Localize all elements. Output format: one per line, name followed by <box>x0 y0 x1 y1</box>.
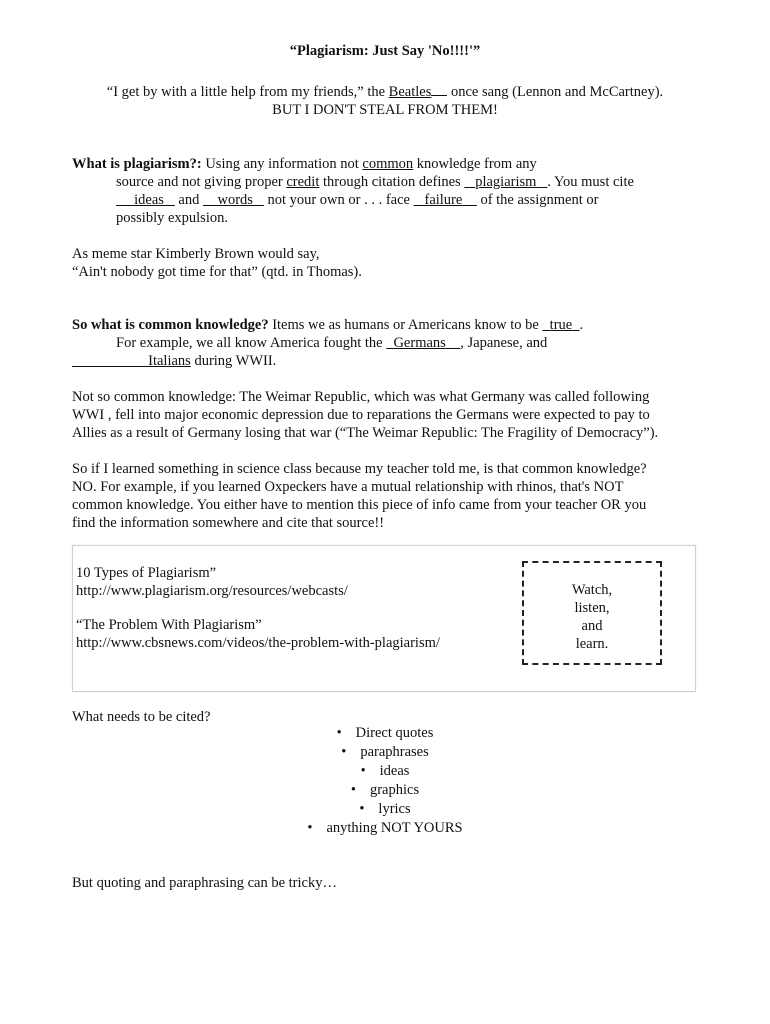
list-item-text: lyrics <box>378 801 411 817</box>
common-line-1 <box>72 316 583 334</box>
quote-text-end: once sang (Lennon and McCartney). <box>447 84 664 100</box>
text: Items we as humans or Americans know to be <box>268 317 543 333</box>
blank-failure <box>414 192 477 208</box>
weimar-line-1: Not so common knowledge: The Weimar Republic, which was what Germany was called following <box>72 389 650 405</box>
weimar-line-2: WWI , fell into major economic depression due to reparations the Germans were expected to pay to <box>72 407 650 423</box>
text: . <box>579 317 584 333</box>
callout-line: listen, <box>574 600 610 616</box>
text: and <box>174 192 203 208</box>
blank-plagiarism <box>464 174 547 190</box>
text: through citation defines <box>319 174 465 190</box>
list-item-text: Direct quotes <box>355 725 434 741</box>
bullet-icon: • <box>336 725 342 741</box>
list-item <box>0 819 770 838</box>
list-item-text: graphics <box>369 782 420 798</box>
blank-common: common <box>362 156 414 172</box>
page-title: “Plagiarism: Just Say 'No!!!!'” <box>289 43 481 59</box>
beatles-quote-line <box>0 83 770 101</box>
bullet-icon: • <box>341 744 347 760</box>
quote-band-blank: Beatles <box>388 84 432 100</box>
science-line-1: So if I learned something in science class because my teacher told me, is that common knowledge? <box>72 461 647 477</box>
text: knowledge from any <box>413 156 537 172</box>
blank-credit: credit <box>286 174 320 190</box>
blank-value: plagiarism <box>475 174 537 190</box>
blank-ideas <box>116 192 175 208</box>
text: . You must cite <box>547 174 634 190</box>
definition-line-2 <box>116 173 634 191</box>
list-item-text: ideas <box>379 763 410 779</box>
footer-text: But quoting and paraphrasing can be tricky… <box>72 875 337 891</box>
text: during WWII. <box>190 353 277 369</box>
blank-true <box>542 317 579 333</box>
text: not your own or . . . face <box>263 192 414 208</box>
text: of the assignment or <box>476 192 599 208</box>
blank-value: Germans <box>393 335 446 351</box>
blank-words <box>203 192 264 208</box>
definition-heading: What is plagiarism?: <box>72 156 202 172</box>
bullet-icon: • <box>350 782 356 798</box>
common-line-2 <box>116 334 547 352</box>
list-item-text: anything NOT YOURS <box>326 820 463 836</box>
text: For example, we all know America fought the <box>116 335 387 351</box>
list-item <box>0 743 770 762</box>
resource-1-url[interactable]: http://www.plagiarism.org/resources/webcasts/ <box>76 583 348 599</box>
resource-2-url[interactable]: http://www.cbsnews.com/videos/the-problem-with-plagiarism/ <box>76 635 440 651</box>
blank-value: ideas <box>134 192 164 208</box>
common-line-3 <box>72 352 276 370</box>
callout-line: learn. <box>575 636 609 652</box>
blank-italians <box>72 353 191 369</box>
weimar-line-3: Allies as a result of Germany losing that war (“The Weimar Republic: The Fragility of Democracy”). <box>72 425 659 441</box>
blank-germans <box>386 335 460 351</box>
resource-1-title: 10 Types of Plagiarism” <box>76 565 217 581</box>
list-item <box>0 800 770 819</box>
bullet-icon: • <box>359 801 365 817</box>
resource-2-title: “The Problem With Plagiarism” <box>76 617 262 633</box>
list-item-text: paraphrases <box>360 744 429 760</box>
text: Using any information not <box>201 156 363 172</box>
blank-underline <box>431 83 447 96</box>
list-item <box>0 724 770 743</box>
meme-line-1: As meme star Kimberly Brown would say, <box>72 246 320 262</box>
science-line-3: common knowledge. You either have to mention this piece of info came from your teacher OR you <box>72 497 647 513</box>
bullet-icon: • <box>360 763 366 779</box>
definition-line-4: possibly expulsion. <box>116 210 228 226</box>
quote-emphasis: BUT I DON'T STEAL FROM THEM! <box>272 102 498 118</box>
meme-line-2: “Ain't nobody got time for that” (qtd. in Thomas). <box>72 264 362 280</box>
blank-value: failure <box>424 192 463 208</box>
callout-line: Watch, <box>571 582 613 598</box>
text: source and not giving proper <box>116 174 287 190</box>
blank-value: true <box>549 317 573 333</box>
list-item <box>0 762 770 781</box>
text: , Japanese, and <box>460 335 548 351</box>
bullet-icon: • <box>307 820 313 836</box>
science-line-2: NO. For example, if you learned Oxpeckers have a mutual relationship with rhinos, that's NOT <box>72 479 624 495</box>
list-item <box>0 781 770 800</box>
blank-value: words <box>217 192 253 208</box>
blank-value: Italians <box>148 353 191 369</box>
science-line-4: find the information somewhere and cite that source!! <box>72 515 385 531</box>
cited-list <box>0 724 770 838</box>
watch-callout <box>522 561 662 665</box>
definition-line-1 <box>72 155 537 173</box>
cited-heading: What needs to be cited? <box>72 709 211 725</box>
definition-line-3 <box>116 191 598 209</box>
callout-line: and <box>581 618 603 634</box>
quote-text: “I get by with a little help from my friends,” the <box>106 84 389 100</box>
common-heading: So what is common knowledge? <box>72 317 269 333</box>
callout-text <box>524 581 660 653</box>
